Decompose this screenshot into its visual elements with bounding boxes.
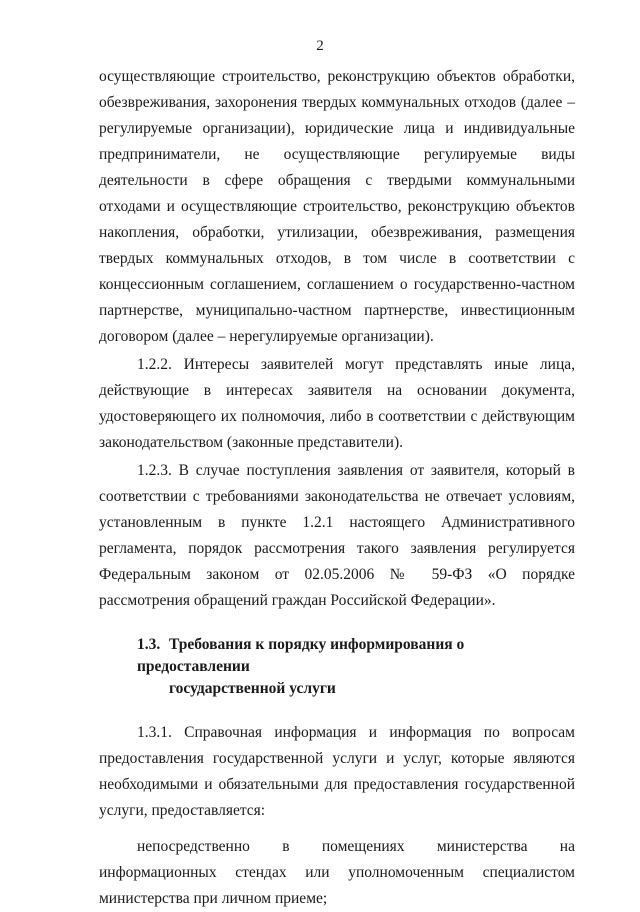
document-body: [99, 64, 575, 912]
paragraph-1-2-3: 1.2.3. В случае поступления заявления от заявителя, который в соответствии с требованиями законодательства не отвечает условиям, установленным в пункте 1.2.1 настоящего Административного регламента, порядок рассмотрения такого заявления регулируется Федеральным законом от 02.05.2006 № 59-ФЗ «О порядке рассмотрения обращений граждан Российской Федерации».: [99, 462, 575, 609]
section-title-line-1: Требования к порядку информирования о предоставлении: [137, 636, 465, 675]
section-number: 1.3.: [137, 636, 161, 653]
section-heading-1-3: [99, 634, 575, 700]
paragraph-in-person: непосредственно в помещениях министерства на информационных стендах или уполномоченным специалистом министерства при личном приеме;: [99, 838, 575, 907]
paragraph-1-2-2: 1.2.2. Интересы заявителей могут представлять иные лица, действующие в интересах заявителя на основании документа, удостоверяющего их полномочия, либо в соответствии с действующим законодательством (законные представители).: [99, 356, 575, 451]
paragraph-regulated-organizations: осуществляющие строительство, реконструкцию объектов обработки, обезвреживания, захоронения твердых коммунальных отходов (далее – регулируемые организации), юридические лица и индивидуальные предприниматели, не осуществляющие регулируемые виды деятельности в сфере обращения с твердыми коммунальными отходами и осуществляющие строительство, реконструкцию объектов накопления, обработки, утилизации, обезвреживания, размещения твердых коммунальных отходов, в том числе в соответствии с концессионным соглашением, соглашением о государственно-частном партнерстве, муниципально-частном партнерстве, инвестиционным договором (далее – нерегулируемые организации).: [99, 68, 575, 345]
page-number: 2: [316, 38, 324, 54]
paragraph-1-3-1: 1.3.1. Справочная информация и информация по вопросам предоставления государственной услуги и услуг, которые являются необходимыми и обязательными для предоставления государственной услуги, предоставляется:: [99, 724, 575, 819]
section-title-line-2: государственной услуги: [169, 680, 336, 697]
